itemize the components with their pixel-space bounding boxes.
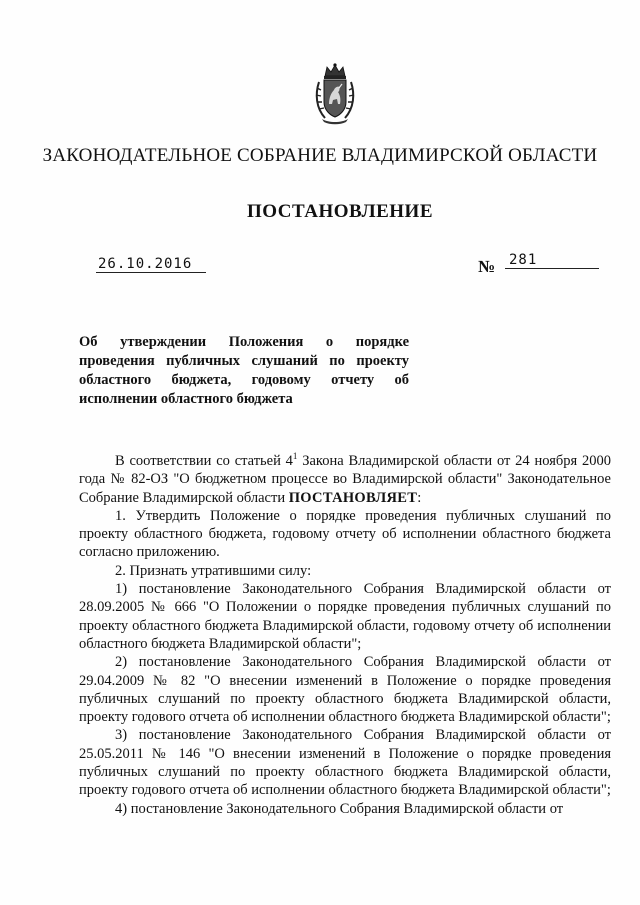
document-number-label: №	[478, 257, 496, 276]
intro-text-end: :	[417, 489, 422, 506]
subject-line: проведения публичных слушаний по проекту	[79, 353, 409, 369]
body-paragraph: 1) постановление Законодательного Собрания Владимирской области от 28.09.2005 № 666 "О Положении о порядке проведения публичных слушаний по проекту областного бюджета Владимирской области, годовому отчету об исполнении областного бюджета Владимирской области";	[79, 581, 611, 652]
intro-paragraph	[79, 452, 611, 507]
body-paragraph: 4) постановление Законодательного Собрания Владимирской области от	[115, 800, 564, 817]
intro-text-start: В соответствии со статьей 4	[115, 453, 293, 469]
document-number: 281	[505, 252, 599, 269]
document-body	[79, 452, 611, 818]
article-superscript: 1	[292, 451, 298, 462]
body-paragraph: 2) постановление Законодательного Собрания Владимирской области от 29.04.2009 № 82 "О внесении изменений в Положение о порядке проведения публичных слушаний по проекту областного бюджета Владимирской области, проекту годового отчета об исполнении областного бюджета Владимирской области";	[79, 654, 611, 726]
decree-keyword: ПОСТАНОВЛЯЕТ	[288, 489, 418, 506]
coat-of-arms-icon	[313, 62, 357, 126]
subject-line: Об утверждении Положения о порядке	[79, 334, 409, 350]
subject-line: исполнении областного бюджета	[79, 391, 293, 407]
body-paragraph: 2. Признать утратившими силу:	[115, 562, 312, 579]
document-type-heading: ПОСТАНОВЛЕНИЕ	[246, 201, 434, 222]
body-paragraph: 1. Утвердить Положение о порядке проведения публичных слушаний по проекту областного бюджета, годовому отчету об исполнении областного бюджета согласно приложению.	[79, 507, 611, 561]
document-subject	[79, 333, 409, 409]
document-date: 26.10.2016	[96, 256, 206, 273]
body-paragraph: 3) постановление Законодательного Собрания Владимирской области от 25.05.2011 № 146 "О внесении изменений в Положение о порядке проведения публичных слушаний по проекту областного бюджета Владимирской области, проекту годового отчета об исполнении областного бюджета Владимирской области";	[79, 727, 611, 799]
intro-text-main: Закона Владимирской области от 24 ноября 2000 года № 82-ОЗ "О бюджетном процессе во Владимирской области" Законодательное Собрание Владимирской области	[79, 453, 611, 506]
organization-title: ЗАКОНОДАТЕЛЬНОЕ СОБРАНИЕ ВЛАДИМИРСКОЙ ОБЛАСТИ	[42, 145, 598, 166]
subject-line: областного бюджета, годовому отчету об	[79, 372, 409, 388]
